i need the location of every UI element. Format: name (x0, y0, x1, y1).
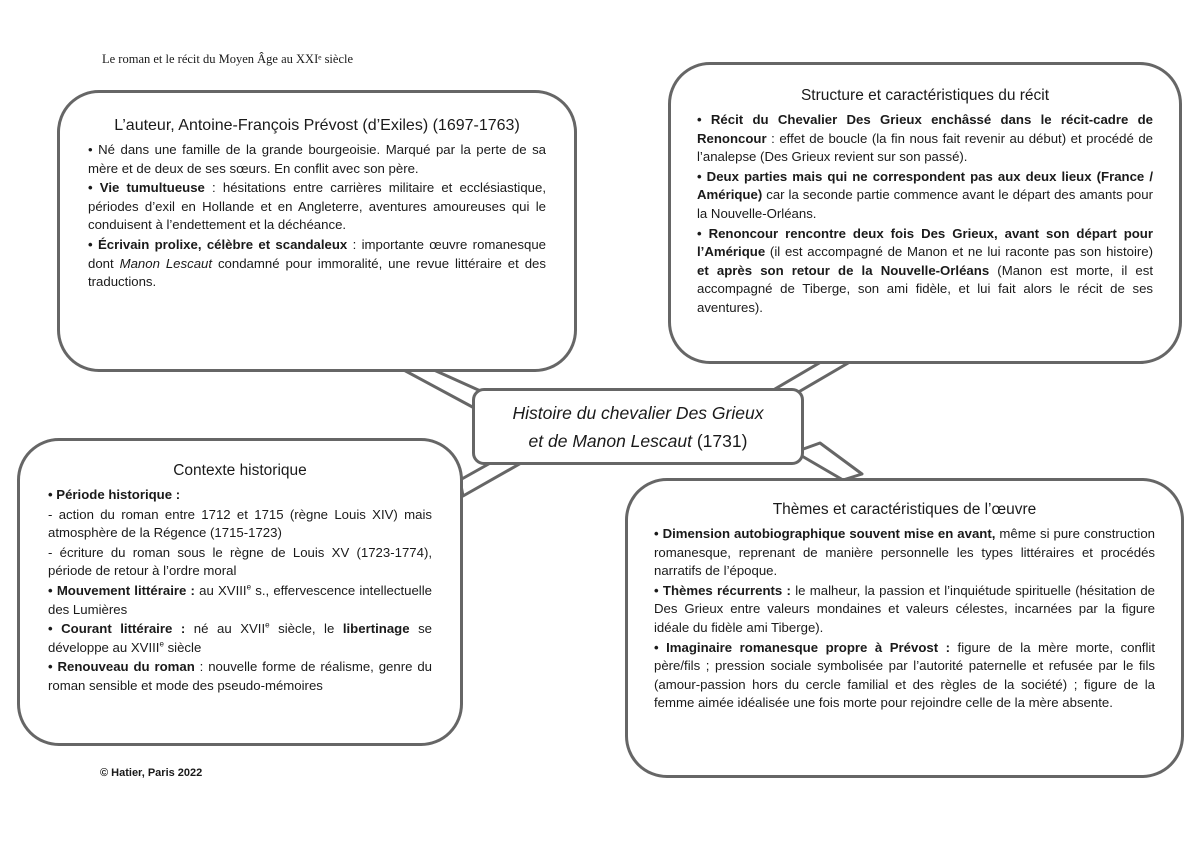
page-header: Le roman et le récit du Moyen Âge au XXIᵉ siècle (102, 52, 354, 66)
author-title: L’auteur, Antoine-François Prévost (d’Exiles) (1697-1763) (114, 117, 520, 134)
copyright-footer: © Hatier, Paris 2022 (100, 767, 203, 779)
structure-box (668, 62, 1182, 364)
structure-frame: • Récit du Chevalier Des Grieux enchâssé dans le récit-cadre de Renoncour : effet de boucle (la fin nous fait revenir au début) et procédé de l’analepse (Des Grieux revient sur son passé). (697, 112, 1153, 165)
context-title: Contexte historique (173, 462, 307, 479)
context-period-heading: • Période historique : (48, 487, 181, 502)
themes-imaginary: • Imaginaire romanesque propre à Prévost : figure de la mère morte, conflit père/fils ; pression sociale symbolisée par l’autorité paternelle et refusée par le fils (amour-passion hors du cercle familial et des règles de la société) ; figure de la femme aimée idéalisée une fois morte pour rejoindre celle de la mère absente. (654, 639, 1155, 711)
central-title-box (472, 388, 804, 465)
context-period-writing: - écriture du roman sous le règne de Louis XV (1723-1774), période de retour à l’ordre moral (48, 544, 432, 579)
context-period-action: - action du roman entre 1712 et 1715 (règne Louis XIV) mais atmosphère de la Régence (1715-1723) (48, 506, 432, 541)
connector-themes (795, 443, 862, 480)
context-box (17, 438, 463, 746)
author-writer: • Écrivain prolixe, célèbre et scandaleux : importante œuvre romanesque dont Manon Lescaut condamné pour immoralité, une revue littéraire et des traductions. (88, 236, 546, 290)
context-renewal: • Renouveau du roman : nouvelle forme de réalisme, genre du roman sensible et mode des pseudo-mémoires (48, 659, 432, 693)
themes-autobiography: • Dimension autobiographique souvent mise en avant, même si pure construction romanesque, reprenant de manière personnelle les types littéraires et procédés narratifs de l’époque. (654, 526, 1155, 579)
central-title-line2: et de Manon Lescaut (1731) (528, 431, 748, 451)
structure-meetings: • Renoncour rencontre deux fois Des Grieux, avant son départ pour l’Amérique (il est accompagné de Manon et ne lui raconte pas son histoire) et après son retour de la Nouvelle-Orléans (Manon est morte, il est accompagné de Tiberge, son ami fidèle, et lui fait alors le récit de ses aventures). (697, 225, 1154, 315)
central-title-line1: Histoire du chevalier Des Grieux (512, 403, 764, 423)
author-birth: • Né dans une famille de la grande bourgeoisie. Marqué par la perte de sa mère et de deux de ses sœurs. En conflit avec son père. (88, 142, 546, 176)
author-life: • Vie tumultueuse : hésitations entre carrières militaire et ecclésiastique, périodes d’exil en Hollande et en Angleterre, aventures amoureuses qui le conduisent à l’endettement et la déchéance. (88, 180, 546, 233)
structure-title: Structure et caractéristiques du récit (800, 87, 1050, 104)
themes-recurring: • Thèmes récurrents : le malheur, la passion et l’inquiétude spirituelle (hésitation de Des Grieux entre valeurs mondaines et valeurs célestes, incarnées par la figure idéale du fidèle ami Tiberge). (654, 582, 1155, 635)
context-movement: • Mouvement littéraire : au XVIIIe s., effervescence intellectuelle des Lumières (48, 582, 432, 617)
structure-parts: • Deux parties mais qui ne correspondent pas aux deux lieux (France / Amérique) car la seconde partie commence avant le départ des amants pour la Nouvelle-Orléans. (697, 168, 1153, 221)
author-box (57, 90, 577, 372)
context-current: • Courant littéraire : né au XVIIe siècle, le libertinage se développe au XVIIIe siècle (48, 620, 433, 655)
themes-box (625, 478, 1184, 778)
themes-title: Thèmes et caractéristiques de l’œuvre (772, 501, 1037, 518)
